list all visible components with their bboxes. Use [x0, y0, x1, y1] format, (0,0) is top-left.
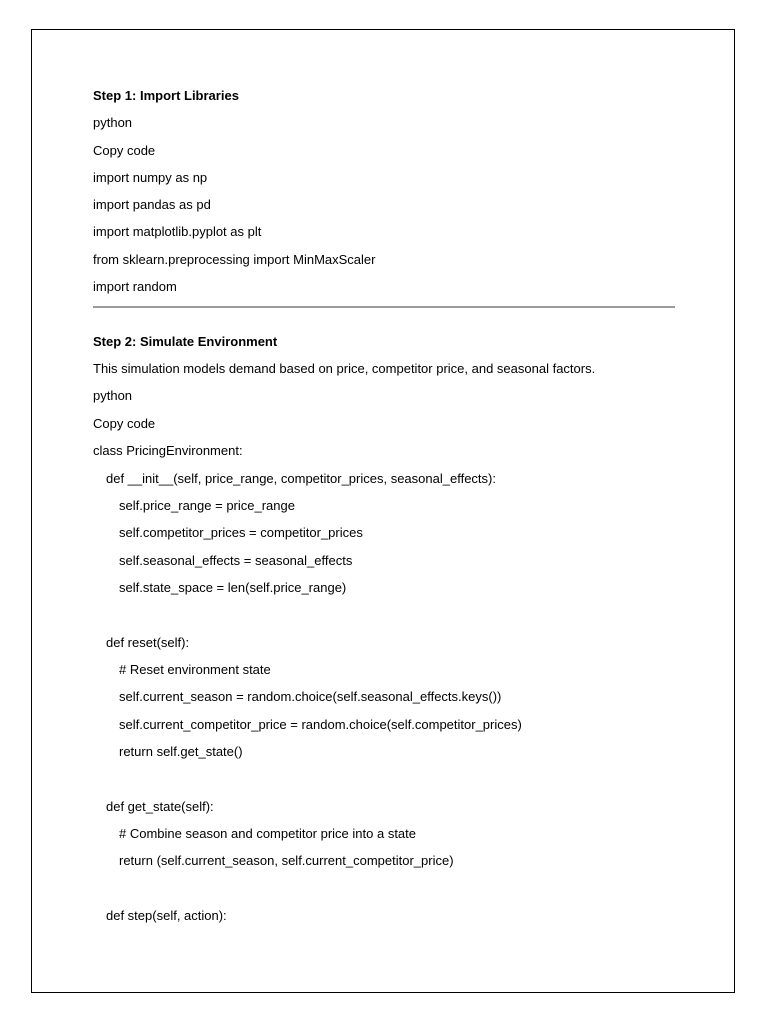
section2-description: This simulation models demand based on price, competitor price, and seasonal factors.	[93, 361, 596, 376]
code-line: def __init__(self, price_range, competitor_prices, seasonal_effects):	[106, 471, 496, 486]
code-line: self.competitor_prices = competitor_prices	[119, 525, 363, 540]
code-line: self.seasonal_effects = seasonal_effects	[119, 553, 353, 568]
horizontal-divider	[93, 306, 675, 308]
section2-lang-label: python	[93, 388, 133, 403]
code-line: return self.get_state()	[119, 744, 243, 759]
code-line: # Combine season and competitor price into a state	[119, 826, 417, 841]
code-line: self.price_range = price_range	[119, 498, 295, 513]
code-line: def get_state(self):	[106, 799, 214, 814]
code-line: def reset(self):	[106, 635, 190, 650]
code-line: import pandas as pd	[93, 197, 211, 212]
code-line: self.state_space = len(self.price_range)	[119, 580, 347, 595]
code-line: from sklearn.preprocessing import MinMaxScaler	[93, 252, 376, 267]
section1-heading: Step 1: Import Libraries	[93, 88, 239, 103]
code-line: import random	[93, 279, 177, 294]
code-line: class PricingEnvironment:	[93, 443, 243, 458]
code-line: self.current_season = random.choice(self.seasonal_effects.keys())	[119, 689, 502, 704]
section2-copy-code[interactable]: Copy code	[93, 416, 156, 431]
code-line: # Reset environment state	[119, 662, 271, 677]
code-line: def step(self, action):	[106, 908, 227, 923]
section2-heading: Step 2: Simulate Environment	[93, 334, 278, 349]
code-line: self.current_competitor_price = random.choice(self.competitor_prices)	[119, 717, 522, 732]
section1-lang-label: python	[93, 115, 133, 130]
code-line: import matplotlib.pyplot as plt	[93, 224, 262, 239]
code-line: return (self.current_season, self.current_competitor_price)	[119, 853, 454, 868]
code-line: import numpy as np	[93, 170, 208, 185]
section1-copy-code[interactable]: Copy code	[93, 143, 156, 158]
